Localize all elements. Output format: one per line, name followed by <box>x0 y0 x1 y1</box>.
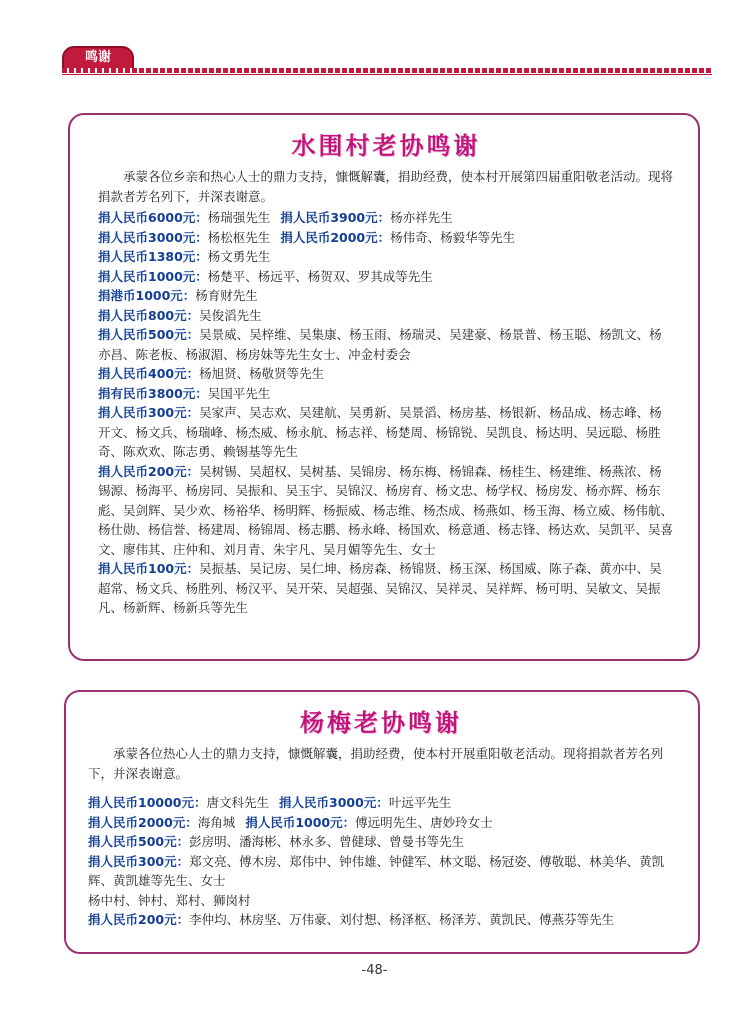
donation-amount: 捐人民币6000元： <box>98 210 208 225</box>
donation-amount: 捐人民币2000元： <box>88 814 198 830</box>
donor-names: 杨伟奇、杨毅华等先生 <box>390 229 516 245</box>
donor-names: 李仲均、林房坚、万伟豪、刘付想、杨泽枢、杨泽芳、黄凯民、傅燕芬等先生 <box>189 912 615 927</box>
donor-list <box>98 208 674 618</box>
donor-names: 郑文亮、傅木房、郑伟中、钟伟雄、钟健军、林文聪、杨冠姿、傅敬聪、林美华、黄凯辉、黄凯雄等先生、女士 <box>88 853 665 888</box>
donor-line <box>88 910 674 930</box>
donor-line <box>88 813 674 833</box>
donation-amount: 捐人民币3900元： <box>280 210 391 225</box>
notice-title: 杨梅老协鸣谢 <box>300 709 462 737</box>
donor-names: 杨亦祥先生 <box>390 210 453 225</box>
donor-line <box>98 559 674 618</box>
donation-amount: 捐人民币200元： <box>98 463 200 479</box>
donor-line <box>98 384 674 404</box>
donor-names: 彭房明、潘海彬、林永多、曾健球、曾曼书等先生 <box>189 834 465 849</box>
donor-line <box>98 325 674 364</box>
donation-amount: 捐人民币400元： <box>98 366 200 381</box>
donation-amount: 捐人民币300元： <box>88 853 190 869</box>
notice-intro: 承蒙各位热心人士的鼎力支持，慷慨解囊，捐助经费，使本村开展重阳敬老活动。现将捐款者芳名列下，并深表谢意。 <box>88 746 664 781</box>
donation-amount: 捐人民币1380元： <box>98 249 208 264</box>
donor-names: 杨松枢先生 <box>207 229 271 245</box>
donor-line <box>88 852 674 891</box>
donor-line <box>98 403 674 462</box>
donor-list <box>88 793 674 930</box>
donation-amount: 捐人民币3000元： <box>98 229 208 245</box>
notice-intro: 承蒙各位乡亲和热心人士的鼎力支持，慷慨解囊，捐助经费，使本村开展第四届重阳敬老活动。现将捐款者芳名列下，并深表谢意。 <box>98 169 674 204</box>
donor-line <box>88 793 674 813</box>
donor-names: 杨楚平、杨远平、杨贺双、罗其成等先生 <box>207 268 433 284</box>
donor-names: 傅远明先生、唐妙玲女士 <box>355 814 493 830</box>
donor-names: 叶远平先生 <box>388 795 452 810</box>
donor-names: 杨中村、钟村、郑村、狮岗村 <box>88 892 251 908</box>
donor-names: 吴俊滔先生 <box>199 307 262 323</box>
donor-names: 杨文勇先生 <box>207 249 271 264</box>
donor-line <box>88 832 674 852</box>
notice-box-shuiwei <box>68 113 700 661</box>
donation-amount: 捐港币1000元： <box>98 288 196 303</box>
donation-amount: 捐人民币800元： <box>98 307 200 323</box>
donor-names: 吴景威、吴梓维、吴集康、杨玉雨、杨瑞灵、吴建豪、杨景普、杨玉聪、杨凯文、杨亦昌、陈老板、杨淑湄、杨房妹等先生女士、冲金村委会 <box>98 327 662 362</box>
donor-names: 海角城 <box>197 814 236 830</box>
donation-amount: 捐人民币100元： <box>98 561 200 576</box>
donation-amount: 捐人民币3000元： <box>279 795 389 810</box>
donor-names: 杨瑞强先生 <box>207 210 271 225</box>
page-number: -48- <box>361 963 388 978</box>
donor-line <box>98 462 674 560</box>
donation-amount: 捐人民币10000元： <box>88 795 207 810</box>
donor-line <box>88 891 674 911</box>
notice-box-yangmei <box>64 690 700 954</box>
notice-title: 水围村老协鸣谢 <box>291 132 481 160</box>
donor-names: 吴家声、吴志欢、吴建航、吴勇新、吴景滔、杨房基、杨银新、杨品成、杨志峰、杨开文、杨文兵、杨瑞峰、杨杰威、杨永航、杨志祥、杨楚周、杨锦锐、吴凯良、杨达明、吴远聪、杨胜奇、陈欢欢、陈志勇、赖锡基等先生 <box>98 405 662 459</box>
donation-amount: 捐人民币2000元： <box>280 229 391 245</box>
header-rule <box>62 68 712 73</box>
donation-amount: 捐人民币500元： <box>88 834 190 849</box>
donation-amount: 捐人民币200元： <box>88 912 190 927</box>
donation-amount: 捐有民币3800元： <box>98 385 208 401</box>
header-rule-line <box>62 74 712 75</box>
donation-amount: 捐人民币1000元： <box>245 814 356 830</box>
donor-line <box>98 247 674 267</box>
donor-line <box>98 364 674 384</box>
donor-names: 吴国平先生 <box>207 385 271 401</box>
donor-line <box>98 267 674 287</box>
donor-names: 唐文科先生 <box>206 795 270 810</box>
donor-line <box>98 208 674 228</box>
donor-names: 吴树锡、吴超权、吴树基、吴锦房、杨东梅、杨锦森、杨桂生、杨建维、杨燕浓、杨锡源、杨海平、杨房同、吴振和、吴玉宇、吴锦汉、杨房育、杨文忠、杨学权、杨房发、杨亦辉、杨东彪、吴剑辉、吴少欢、杨裕华、杨明辉、杨振威、杨志维、杨杰成、杨燕如、杨玉海、杨立威、杨伟航、杨仕勋、杨信誉、杨建周、杨锦周、杨志鹏、杨永峰、杨国欢、杨意通、杨志锋、杨达欢、吴凯平、吴喜文、廖伟其、庄仲和、刘月青、朱宇凡、吴月媚等先生、女士 <box>98 463 674 557</box>
donor-line <box>98 228 674 248</box>
donation-amount: 捐人民币300元： <box>98 405 200 420</box>
donor-names: 杨旭贤、杨敬贤等先生 <box>199 366 325 381</box>
donor-names: 杨育财先生 <box>195 288 258 303</box>
donation-amount: 捐人民币500元： <box>98 327 200 342</box>
donor-line <box>98 286 674 306</box>
section-tab: 鸣谢 <box>62 46 134 70</box>
donation-amount: 捐人民币1000元： <box>98 268 208 284</box>
donor-line <box>98 306 674 326</box>
donor-names: 吴振基、吴记房、吴仁坤、杨房森、杨锦贤、杨玉深、杨国威、陈子森、黄亦中、吴超常、杨文兵、杨胜列、杨汉平、吴开荣、吴超强、吴锦汉、吴祥灵、吴祥辉、杨可明、吴敏文、吴振凡、杨新辉、杨新兵等先生 <box>98 561 662 615</box>
